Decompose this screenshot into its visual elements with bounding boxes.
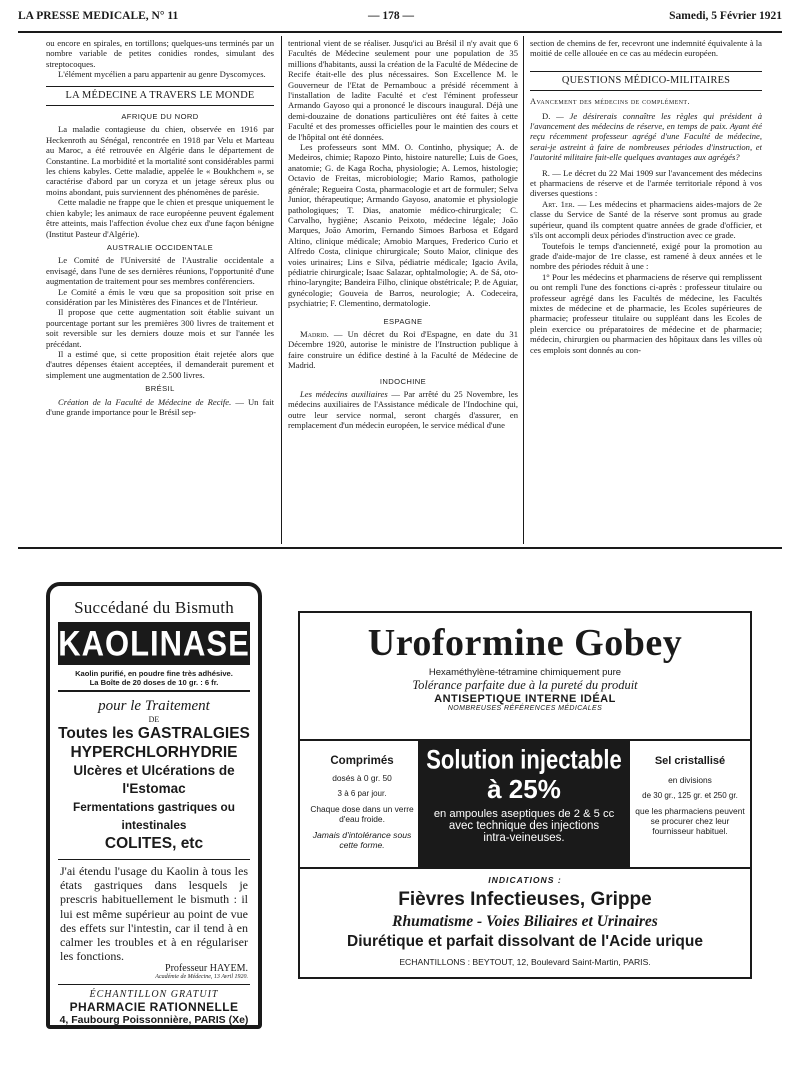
kaolinase-de: DE bbox=[148, 715, 160, 724]
column-rule bbox=[523, 36, 524, 544]
paragraph: L'élément mycélien a paru appartenir au genre Dyscomyces. bbox=[58, 69, 266, 80]
uroformine-right-line: que les pharmaciens peuvent se procurer chez leur fournisseur habituel. bbox=[635, 806, 745, 836]
uroformine-sub: ANTISEPTIQUE INTERNE IDÉAL bbox=[434, 693, 616, 705]
uroformine-right-box bbox=[634, 755, 746, 836]
issue-date: Samedi, 5 Février 1921 bbox=[669, 10, 782, 22]
uroformine-center-line: avec technique des injections bbox=[448, 820, 600, 832]
paragraph: section de chemins de fer, recevront une indemnité équivalente à la moitié de celle allouée en ce cas au médecin européen. bbox=[530, 38, 762, 59]
kaolinase-quote: J'ai étendu l'usage du Kaolin à tous les états gastriques dans lesquels je prescris habituellement le bismuth : il lui est même supérieur au point de vue des effets sur l'intestin, car il tend à en calmer les troubles et à en régulariser les fonctions. bbox=[60, 864, 248, 964]
subsection-heading: INDOCHINE bbox=[379, 376, 427, 386]
paragraph: Madrid. — Un décret du Roi d'Espagne, en date du 31 Décembre 1920, autorise le ministre de l'Instruction publique à faire construire un édifice destiné à la Faculté de Médecine de Madrid. bbox=[288, 328, 518, 371]
divider bbox=[58, 690, 250, 692]
column-1 bbox=[46, 38, 274, 544]
uroformine-center-block bbox=[418, 739, 630, 867]
divider bbox=[300, 867, 750, 869]
uroformine-brand: Uroformine Gobey bbox=[367, 622, 683, 664]
paragraph: Toutefois le temps d'ancienneté, exigé pour la promotion au grade d'aide-major de 1re classe, est ramené à deux années et le nombre des périodes réduit à une : bbox=[530, 240, 762, 272]
uroformine-left-title: Comprimés bbox=[330, 755, 394, 767]
section-rule bbox=[18, 547, 782, 549]
paragraph: Cette maladie ne frappe que le chien et presque uniquement le chien kabyle; les animaux de race européenne peuvent également être atteints, mais l'affection évolue chez eux d'une façon bénigne (Institut Pasteur d'Algérie). bbox=[46, 197, 274, 239]
subsection-heading: Avancement des médecins de complément. bbox=[530, 97, 690, 107]
uroformine-left-line: Jamais d'intolérance sous cette forme. bbox=[312, 830, 412, 850]
kaolinase-indication: Ulcères et Ulcérations de l'Estomac bbox=[73, 763, 235, 796]
paragraph: Art. 1er. — Les médecins et pharmaciens aides-majors de 2e classe du Service de Santé de la réserve sont promus au grade supérieur, quand ils comptent quatre années de grade d'officier, et s'ils ont accompli deux périodes d'instruction avec ce grade. bbox=[530, 198, 762, 241]
subsection-heading: AUSTRALIE OCCIDENTALE bbox=[106, 242, 214, 252]
kaolinase-indication: HYPERCHLORHYDRIE bbox=[70, 744, 238, 761]
kaolinase-author: Professeur HAYEM. bbox=[165, 963, 248, 975]
uroformine-sub: NOMBREUSES RÉFÉRENCES MÉDICALES bbox=[447, 705, 603, 712]
section-heading: LA MÉDECINE A TRAVERS LE MONDE bbox=[46, 86, 274, 106]
uroformine-right-line: de 30 gr., 125 gr. et 250 gr. bbox=[642, 791, 738, 800]
paragraph: tentrional vient de se réaliser. Jusqu'ici au Brésil il n'y avait que 6 Facultés de Médecine seulement pour une population de 35 millions d'habitants, aussi la création de la Faculté de Médecine de Recife était-elle des plus nécessaires. Son Excellence M. le Gouverneur de l'Etat de Pernambouc a présidé récemment à l'installation de ladite Faculté et c'est l'éminent professeur Armando Gayoso qui a prononcé le discours inaugural. Déjà une demi-douzaine de donations particulières ont été faites à cette Faculté et des promesses officielles pour le maintien des cours et de l'hôpital ont été données. bbox=[288, 38, 518, 142]
uroformine-ind: Diurétique et parfait dissolvant de l'Acide urique bbox=[347, 933, 703, 950]
paragraph: Le Comité de l'Université de l'Australie occidentale a envisagé, dans l'une de ses dernières réunions, l'opportunité d'une augmentation de traitement pour ses membres conférenciers. bbox=[46, 255, 274, 287]
subsection-heading: AFRIQUE DU NORD bbox=[121, 112, 199, 122]
kaolinase-indication: COLITES, etc bbox=[104, 835, 204, 852]
subsection-heading: ESPAGNE bbox=[383, 316, 423, 326]
divider bbox=[58, 859, 250, 860]
uroformine-sub: Tolérance parfaite due à la pureté du produit bbox=[412, 678, 638, 692]
uroformine-samples: ECHANTILLONS : BEYTOUT, 12, Boulevard Saint-Martin, PARIS. bbox=[399, 957, 651, 967]
column-2 bbox=[288, 38, 518, 544]
uroformine-left-line: dosés à 0 gr. 50 bbox=[332, 773, 392, 783]
kaolinase-address: 4, Faubourg Poissonnière, PARIS (Xe) bbox=[59, 1014, 249, 1027]
kaolinase-tagline: Succédané du Bismuth bbox=[74, 598, 234, 617]
kaolinase-brand: KAOLINASE bbox=[58, 623, 250, 664]
journal-title: LA PRESSE MEDICALE, N° 11 bbox=[18, 10, 179, 22]
kaolinase-brand-banner bbox=[58, 622, 250, 665]
paragraph: D. — Je désirerais connaître les règles qui président à l'avancement des médecins de réserve, en temps de paix. Ayant été reçu récemment professeur agrégé d'une Faculté de médecine, serai-je astreint à faire de nombreuses périodes d'instruction, et l'autorité militaire fait-elle quelques avantages aux agrégés? bbox=[530, 110, 762, 163]
kaolinase-source: Académie de Médecine, 13 Avril 1920. bbox=[155, 974, 248, 981]
kaolinase-sample: ÉCHANTILLON GRATUIT bbox=[89, 989, 219, 1001]
column-rule bbox=[281, 36, 282, 544]
uroformine-left-box bbox=[310, 755, 414, 850]
uroformine-center-title: Solution injectable bbox=[426, 744, 622, 775]
kaolinase-desc: Kaolin purifié, en poudre fine très adhésive. bbox=[75, 669, 233, 678]
paragraph: Il a estimé que, si cette proposition était rejetée alors que d'autres dépenses étaient acceptées, il demanderait purement et simplement une augmentation de 2.500 livres. bbox=[46, 348, 274, 380]
uroformine-left-line: Chaque dose dans un verre d'eau froide. bbox=[310, 804, 414, 824]
uroformine-right-title: Sel cristallisé bbox=[654, 755, 726, 767]
paragraph: Le Comité a émis le vœu que sa proposition soit prise en considération par les Ministères des Finances et de l'Intérieur. bbox=[46, 286, 274, 307]
paragraph: Les professeurs sont MM. O. Continho, physique; A. de Medeiros, chimie; Rapozo Pinto, histoire naturelle; Luis de Goes, anatomie; G. de Kaga Rocha, physiologie; A. Lemos, histologie; Octavio de Freitas, microbiologie; Mario Ramos, pathologie générale; Regueira Costa, pharmacologie et art de formuler; Selva Junior, thérapeutique; Armando Gayoso, anatomie et physiologie pathologiques; T. Dias, anatomie médico-chirurgicale; C. Carvalho, hygiène; Ascanio Peixoto, médecine légale; João Marques, João Amorim, Fernando Simoes Barbosa et Edgard Altino, clinique médicale; Arnobio Marques, Frederico Curio et Alfredo Costa, clinique chirurgicale; Souto Maior, clinique des voies urinaires; Lins e Silva, pédiatrie médicale; Igacio Avila, pédiatrie chirurgicale; Isaac Salazar, ophtalmologie; A. de Sá, oto-rhino-laryngite; Bandeira Filho, clinique obstétricale; P. de Aguiar, gynécologie; Gouveia de Barros, neurologie; A. Codeceira, psychiatrie; F. Clementino, dermatologie. bbox=[288, 142, 518, 309]
uroformine-ind: Rhumatisme - Voies Biliaires et Urinaires bbox=[392, 913, 658, 930]
paragraph: La maladie contagieuse du chien, observée en 1916 par Heckenroth au Sénégal, rencontrée en 1918 par Velu et Marteau au Maroc, a été retrouvée en Algérie dans le département de Constantine. La morbidité et la mortalité sont considérables parmi les chiens kabyles. Cette maladie, appelée le « Boukhchem », se caractérise d'abord par un coryza et un jetage séreux plus ou moins abondant, puis surviennent des phénomènes de parésie. bbox=[46, 124, 274, 197]
paragraph: 1° Pour les médecins et pharmaciens de réserve qui remplissent ou ont rempli l'une des fonctions ci-après : professeur titulaire ou professeur agrégé dans les Facultés de médecine, les Facultés mixtes de médecine et de pharmacie, les Ecoles supérieures de pharmacie; professeur titulaire ou suppléant dans les Ecoles de plein exercice ou préparatoires de médecine et de pharmacie; médecin, chirurgien ou pharmacien des hôpitaux dans les villes où ces emplois sont donnés au con- bbox=[530, 271, 762, 355]
running-header bbox=[18, 8, 782, 26]
uroformine-right-line: en divisions bbox=[668, 775, 712, 785]
section-heading: QUESTIONS MÉDICO-MILITAIRES bbox=[530, 71, 762, 91]
column-3 bbox=[530, 38, 762, 544]
header-rule bbox=[18, 31, 782, 33]
paragraph: Il propose que cette augmentation soit établie suivant un pourcentage portant sur les premières 300 livres de traitement et soit reversible sur les derniers douze mois et sur l'année les précédant. bbox=[46, 307, 274, 349]
uroformine-sub: Hexaméthylène-tétramine chimiquement pure bbox=[428, 667, 622, 678]
kaolinase-indication: Toutes les GASTRALGIES bbox=[58, 725, 250, 742]
uroformine-center-pct: à 25% bbox=[487, 774, 561, 804]
uroformine-center-line: en ampoules aseptiques de 2 & 5 cc bbox=[433, 808, 615, 820]
subsection-heading: BRÉSIL bbox=[145, 384, 175, 394]
uroformine-ind-label: INDICATIONS : bbox=[488, 875, 562, 885]
kaolinase-price: La Boîte de 20 doses de 10 gr. : 6 fr. bbox=[89, 678, 219, 687]
uroformine-ad bbox=[298, 611, 752, 979]
uroformine-left-line: 3 à 6 par jour. bbox=[337, 789, 387, 798]
uroformine-ind: Fièvres Infectieuses, Grippe bbox=[398, 889, 652, 910]
paragraph: ou encore en spirales, en tortillons; quelques-uns terminés par un nombre variable de petites conidies rondes, simulant des streptocoques. bbox=[46, 38, 274, 69]
divider bbox=[58, 984, 250, 985]
uroformine-indications bbox=[300, 875, 750, 967]
paragraph: Les médecins auxiliaires — Par arrêté du 25 Novembre, les médecins auxiliaires de l'Assistance médicale de l'Indochine qui, outre leur service normal, seront chargés d'assurer, en remplacement d'un médecin européen, le service médical d'une bbox=[288, 389, 518, 431]
kaolinase-ad bbox=[46, 582, 262, 1029]
uroformine-center-line: intra-veineuses. bbox=[483, 832, 565, 844]
kaolinase-pharmacy: PHARMACIE RATIONNELLE bbox=[69, 1000, 239, 1015]
paragraph: Création de la Faculté de Médecine de Recife. — Un fait d'une grande importance pour le Brésil sep- bbox=[46, 396, 274, 417]
paragraph: R. — Le décret du 22 Mai 1909 sur l'avancement des médecins et pharmaciens de réserve et de l'armée territoriale répond à vos diverses questions : bbox=[530, 167, 762, 199]
page-number: — 178 — bbox=[368, 10, 414, 22]
kaolinase-indication: Fermentations gastriques ou intestinales bbox=[73, 800, 235, 832]
kaolinase-pour: pour le Traitement bbox=[98, 698, 210, 714]
